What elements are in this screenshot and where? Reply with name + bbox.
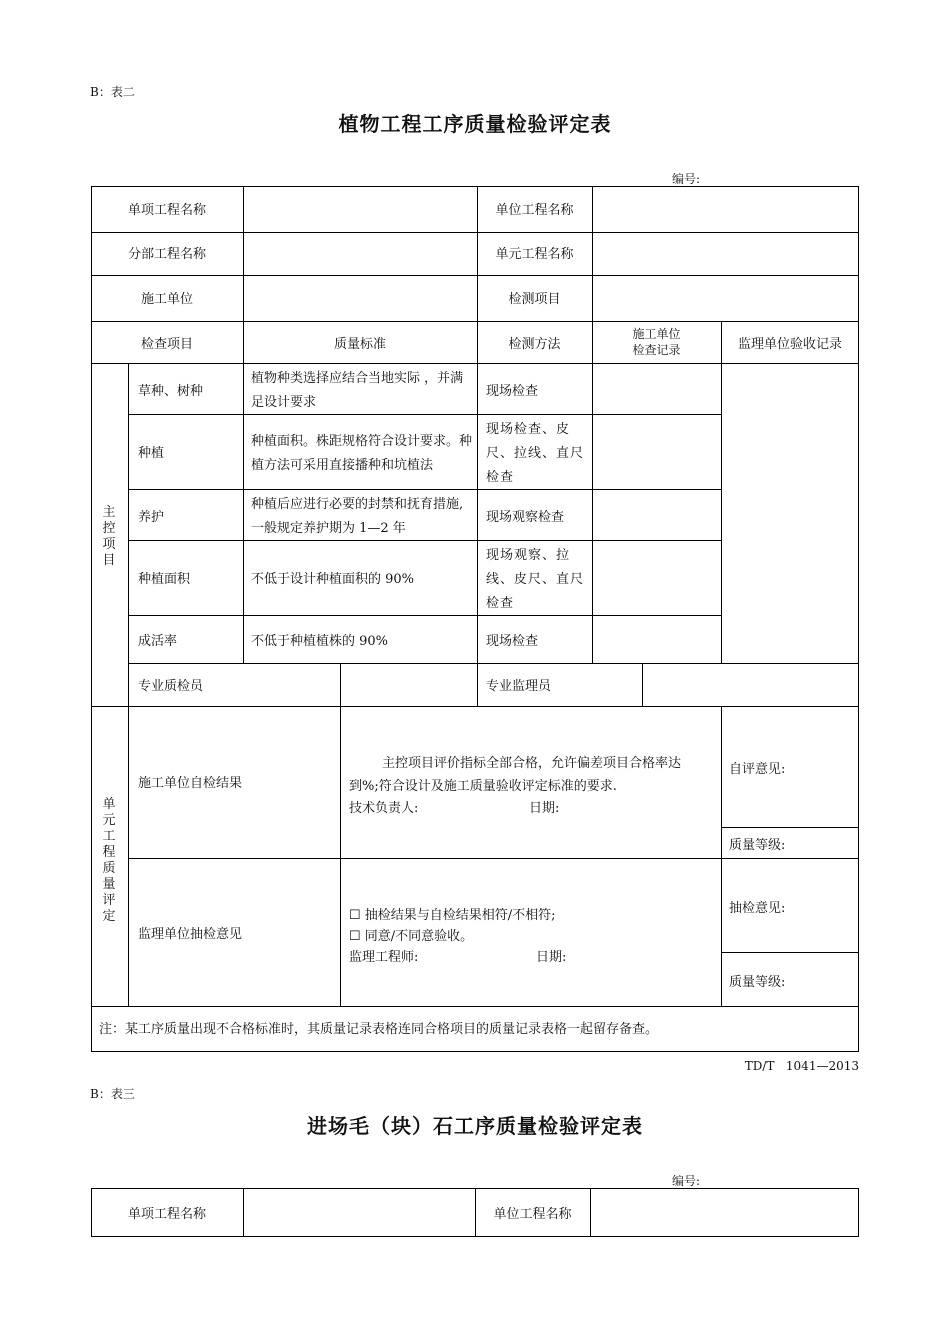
row-method: 现场观察检查 xyxy=(486,510,565,525)
main-control-label: 主控项目 xyxy=(102,505,116,568)
unit-project-label: 单位工程名称 xyxy=(495,203,574,218)
row-standard: 不低于种植植株的 90% xyxy=(251,634,389,649)
row-item: 种植面积 xyxy=(138,572,191,587)
form-title: 进场毛（块）石工序质量检验评定表 xyxy=(307,1114,643,1138)
col-method: 检测方法 xyxy=(508,337,561,352)
form-tag: B：表三 xyxy=(90,1087,135,1101)
evaluation-label: 单元工程质量评定 xyxy=(102,797,116,924)
unit-project-field[interactable] xyxy=(591,1189,858,1236)
number-label: 编号: xyxy=(672,172,701,186)
element-project-label: 单元工程名称 xyxy=(495,247,574,262)
row-item: 成活率 xyxy=(138,634,178,649)
row-record-field[interactable] xyxy=(593,364,720,414)
row-method: 现场检查 xyxy=(486,634,539,649)
element-project-field[interactable] xyxy=(593,243,858,267)
form-title: 植物工程工序质量检验评定表 xyxy=(338,112,612,136)
row-method: 现场检查、皮尺、拉线、直尺检查 xyxy=(486,422,585,485)
spot-check-option-1[interactable]: ☐ 抽检结果与自检结果相符/不相符; xyxy=(349,908,556,923)
supervisor-label: 专业监理员 xyxy=(486,679,552,694)
row-record-field[interactable] xyxy=(593,616,720,663)
spot-check-label: 监理单位抽检意见 xyxy=(138,927,243,942)
col-check-item: 检查项目 xyxy=(140,337,193,352)
col-quality-standard: 质量标准 xyxy=(333,337,386,352)
standard-code: TD/T 1041—2013 xyxy=(744,1059,859,1073)
col-construction-record-line2: 检查记录 xyxy=(632,343,681,357)
row-record-field[interactable] xyxy=(593,415,720,489)
sub-project-field[interactable] xyxy=(244,243,477,267)
row-standard: 不低于设计种植面积的 90% xyxy=(251,572,415,587)
inspector-field[interactable] xyxy=(341,664,477,706)
construction-unit-label: 施工单位 xyxy=(140,292,193,307)
item-name-field[interactable] xyxy=(244,199,477,223)
inspector-label: 专业质检员 xyxy=(138,679,204,694)
self-check-date-label: 日期: xyxy=(529,801,560,816)
self-check-text2: 到%;符合设计及施工质量验收评定标准的要求. xyxy=(349,779,617,794)
col-construction-record-line1: 施工单位 xyxy=(632,327,681,341)
spot-opinion-label: 抽检意见: xyxy=(729,901,786,916)
item-name-label: 单项工程名称 xyxy=(127,1207,206,1222)
engineer-label: 监理工程师: xyxy=(349,950,419,965)
form-tag: B：表二 xyxy=(90,85,135,99)
self-grade-label: 质量等级: xyxy=(729,838,786,853)
number-label: 编号: xyxy=(672,1174,701,1188)
inspection-item-label: 检测项目 xyxy=(508,292,561,307)
tech-lead-label: 技术负责人: xyxy=(349,801,419,816)
row-item: 草种、树种 xyxy=(138,384,204,399)
item-name-field[interactable] xyxy=(244,1189,475,1236)
row-record-field[interactable] xyxy=(593,490,720,540)
row-item: 养护 xyxy=(138,510,165,525)
row-standard: 种植后应进行必要的封禁和抚育措施,一般规定养护期为 1—2 年 xyxy=(251,497,464,536)
table-note: 注：某工序质量出现不合格标准时，其质量记录表格连同合格项目的质量记录表格一起留存备查。 xyxy=(99,1022,659,1037)
construction-unit-field[interactable] xyxy=(244,288,477,312)
unit-project-label: 单位工程名称 xyxy=(493,1207,572,1222)
supervision-record-field[interactable] xyxy=(722,364,858,663)
unit-project-field[interactable] xyxy=(593,199,858,223)
item-name-label: 单项工程名称 xyxy=(127,203,206,218)
spot-check-date-label: 日期: xyxy=(536,950,567,965)
inspection-item-field[interactable] xyxy=(593,288,858,312)
row-record-field[interactable] xyxy=(593,541,720,615)
row-item: 种植 xyxy=(138,446,165,461)
row-method: 现场检查 xyxy=(486,384,539,399)
col-construction-record xyxy=(592,326,721,358)
sub-project-label: 分部工程名称 xyxy=(127,247,206,262)
row-standard: 植物种类选择应结合当地实际 ，并满足设计要求 xyxy=(251,371,464,410)
self-check-text1: 主控项目评价指标全部合格，允许偏差项目合格率达 xyxy=(382,756,682,771)
spot-check-option-2[interactable]: ☐ 同意/不同意验收。 xyxy=(349,929,474,944)
self-check-label: 施工单位自检结果 xyxy=(138,776,243,791)
supervisor-field[interactable] xyxy=(643,664,858,706)
col-supervision-record: 监理单位验收记录 xyxy=(737,337,842,352)
row-method: 现场观察、拉线、皮尺、直尺检查 xyxy=(486,548,585,611)
self-opinion-label: 自评意见: xyxy=(729,762,786,777)
row-standard: 种植面积。株距规格符合设计要求。种植方法可采用直接播种和坑植法 xyxy=(251,434,473,473)
spot-grade-label: 质量等级: xyxy=(729,975,786,990)
